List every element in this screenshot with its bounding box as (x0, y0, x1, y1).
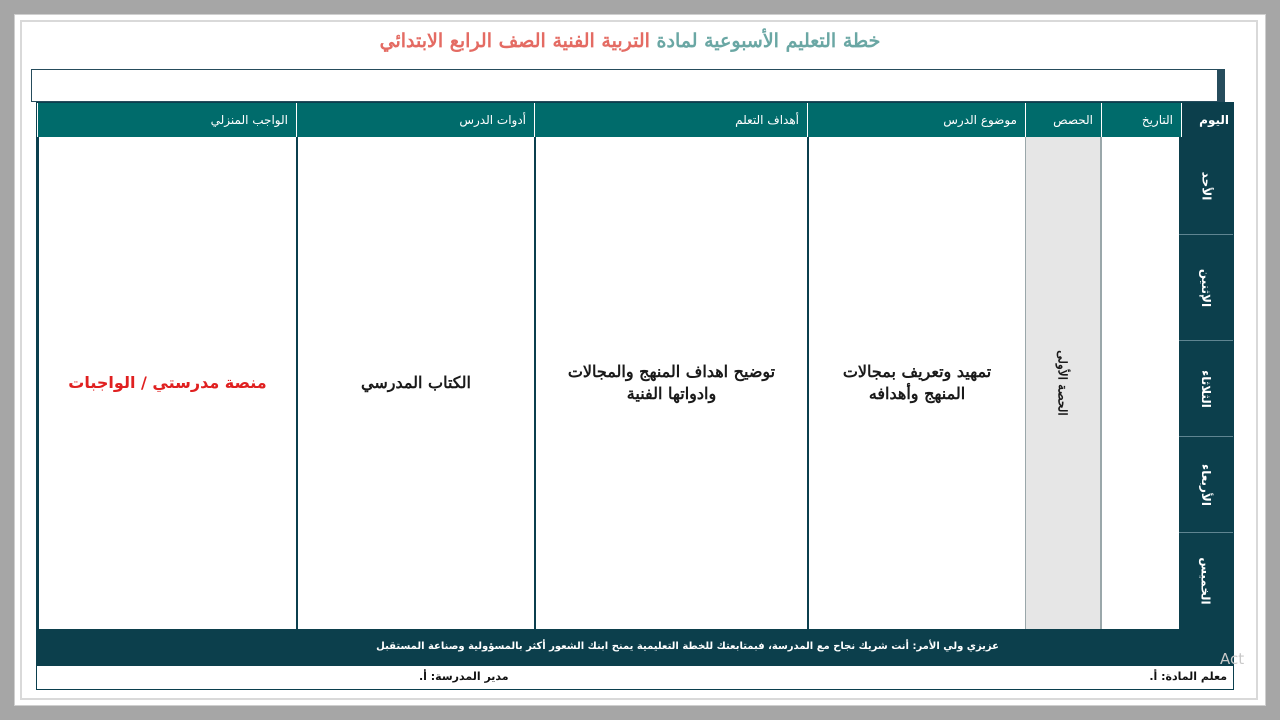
activation-watermark: Act (1220, 650, 1245, 668)
day-cell-tuesday (1179, 341, 1233, 437)
header-topic: موضوع الدرس (807, 103, 1025, 137)
plan-title (30, 30, 1230, 60)
date-cell (1101, 137, 1181, 629)
day-cell-sunday (1179, 137, 1233, 235)
days-column (1179, 137, 1233, 629)
topic-text: تمهيد وتعريف بمجالات المنهج وأهدافه (842, 362, 992, 403)
day-label: الأربعاء (1198, 463, 1213, 506)
signature-row (37, 664, 1234, 690)
header-date: التاريخ (1101, 103, 1181, 137)
header-day: اليوم (1181, 103, 1234, 137)
title-part-1: خطة التعليم الأسبوعية لمادة (656, 30, 881, 52)
objectives-cell (534, 137, 807, 629)
info-bar (31, 69, 1225, 102)
header-tools: أدوات الدرس (296, 103, 534, 137)
parent-note: عزيزي ولي الأمر: أنت شريك نجاح مع المدرسة، فبمتابعتك للخطة التعليمية يمنح ابنك الشعور أكثر بالمسؤولية وصناعة المستقبل (37, 629, 1234, 664)
day-label: الإثنين (1199, 268, 1213, 307)
homework-text: منصة مدرستي / الواجبات (68, 373, 267, 392)
objectives-text: توضيح اهداف المنهج والمجالات وادواتها الفنية (567, 362, 776, 403)
day-label: الأحد (1198, 171, 1213, 200)
header-objectives: أهداف التعلم (534, 103, 807, 137)
day-label: الخميس (1199, 557, 1213, 605)
day-label: الثلاثاء (1199, 369, 1213, 408)
title-part-2: التربية الفنية (552, 30, 650, 52)
header-homework: الواجب المنزلي (37, 103, 296, 137)
title-part-3: الصف الرابع الابتدائي (379, 30, 546, 52)
header-periods: الحصص (1025, 103, 1101, 137)
periods-cell (1025, 137, 1101, 629)
day-cell-thursday (1179, 533, 1233, 629)
day-cell-monday (1179, 235, 1233, 341)
subject-teacher-signature: معلم المادة: أ. (1149, 670, 1227, 683)
principal-signature: مدير المدرسة: أ. (419, 670, 509, 683)
homework-cell (37, 137, 296, 629)
period-label: الحصة الأولى (1056, 350, 1071, 416)
tools-text: الكتاب المدرسي (361, 373, 471, 392)
tools-cell (296, 137, 534, 629)
weekly-plan-table (36, 102, 1234, 690)
day-cell-wednesday (1179, 437, 1233, 533)
topic-cell (807, 137, 1025, 629)
